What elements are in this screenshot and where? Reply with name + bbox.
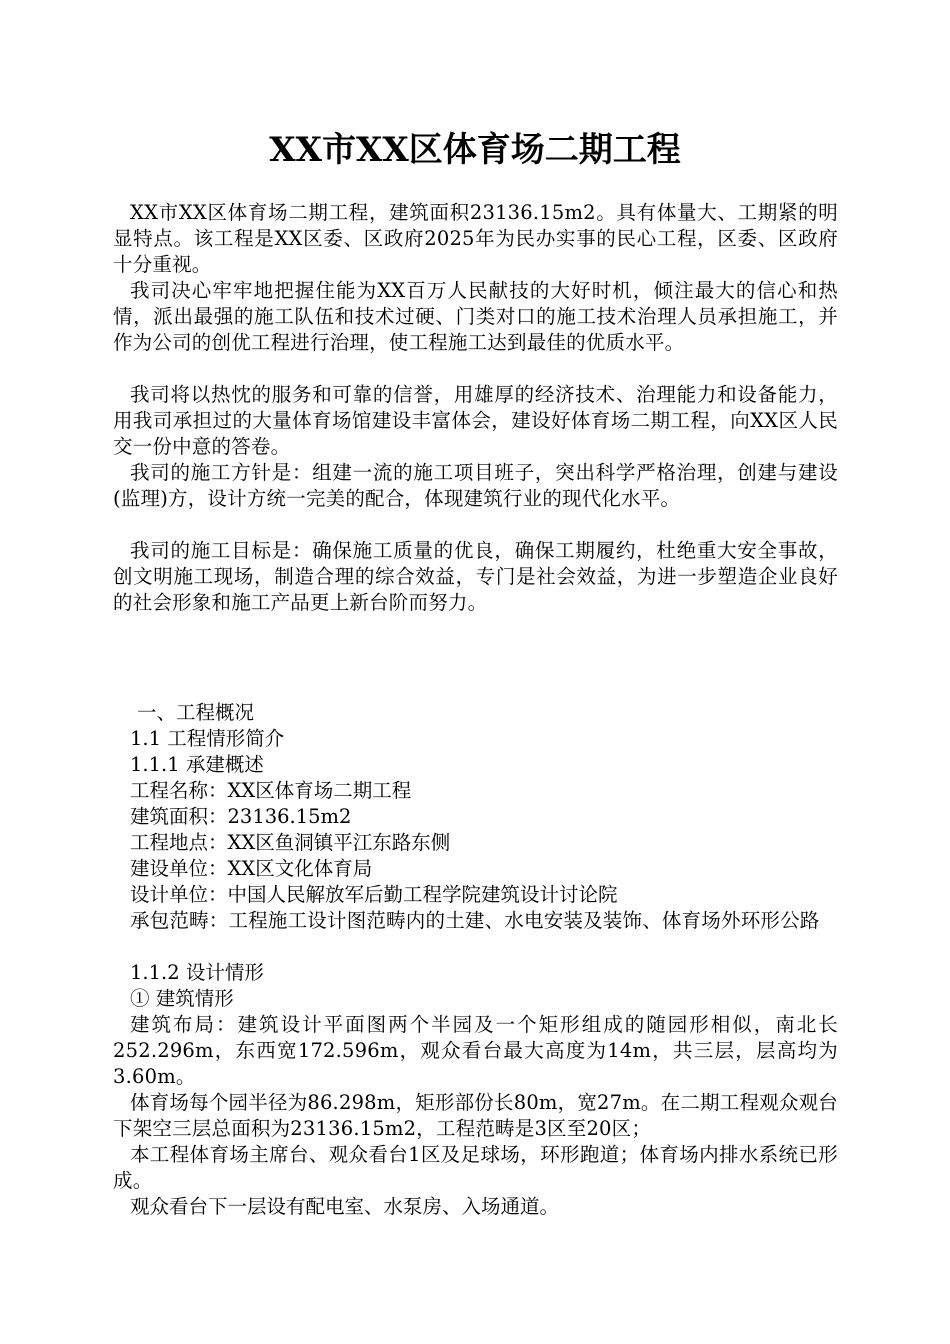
builder-line: 建设单位：XX区文化体育局	[130, 857, 373, 880]
subsection-heading-1-1-1: 1.1.1 承建概述	[130, 753, 264, 776]
intro-paragraph-5: 我司的施工目标是：确保施工质量的优良，确保工期履约，杜绝重大安全事故，创文明施工现场，制造合理的综合效益，专门是社会效益，为进一步塑造企业良好的社会形象和施工产品更上新台阶而努力。	[113, 539, 838, 614]
intro-paragraph-2: 我司决心牢牢地把握住能为XX百万人民献技的大好时机，倾注最大的信心和热情，派出最强的施工队伍和技术过硬、门类对口的施工技术治理人员承担施工，并作为公司的创优工程进行治理，使工程施工达到最佳的优质水平。	[113, 279, 838, 354]
building-area-line: 建筑面积：23136.15m2	[130, 805, 352, 828]
lower-floor-line: 观众看台下一层设有配电室、水泵房、入场通道。	[130, 1195, 560, 1218]
building-item-heading: ① 建筑情形	[130, 987, 234, 1010]
subsection-heading-1-1-2: 1.1.2 设计情形	[130, 961, 264, 984]
radius-paragraph: 体育场每个园半径为86.298m，矩形部份长80m，宽27m。在二期工程观众观台下架空三层总面积为23136.15m2，工程范畴是3区至20区；	[113, 1091, 838, 1140]
intro-paragraph-3: 我司将以热忱的服务和可靠的信誉，用雄厚的经济技术、治理能力和设备能力，用我司承担过的大量体育场馆建设丰富体会，建设好体育场二期工程，向XX区人民交一份中意的答卷。	[113, 383, 838, 458]
intro-paragraph-4: 我司的施工方针是：组建一流的施工项目班子，突出科学严格治理，创建与建设(监理)方，设计方统一完美的配合，体现建筑行业的现代化水平。	[113, 461, 838, 510]
section-heading: 一、工程概况	[137, 701, 255, 724]
designer-line: 设计单位：中国人民解放军后勤工程学院建筑设计讨论院	[130, 883, 618, 906]
project-name-line: 工程名称：XX区体育场二期工程	[130, 779, 412, 802]
document-title: XX市XX区体育场二期工程	[269, 130, 681, 170]
intro-paragraph-1: XX市XX区体育场二期工程，建筑面积23136.15m2。具有体量大、工期紧的明显特点。该工程是XX区委、区政府2025年为民办实事的民心工程，区委、区政府十分重视。	[113, 201, 838, 276]
contract-scope-paragraph: 承包范畴：工程施工设计图范畴内的土建、水电安装及装饰、体育场外环形公路	[130, 909, 820, 932]
layout-paragraph: 建筑布局：建筑设计平面图两个半园及一个矩形组成的随园形相似，南北长252.296m，东西宽172.596m，观众看台最大高度为14m，共三层，层高均为3.60m。	[113, 1013, 838, 1088]
subsection-heading-1-1: 1.1 工程情形简介	[130, 727, 285, 750]
main-stand-paragraph: 本工程体育场主席台、观众看台1区及足球场，环形跑道；体育场内排水系统已形成。	[113, 1143, 838, 1192]
project-location-line: 工程地点：XX区鱼洞镇平江东路东侧	[130, 831, 451, 854]
